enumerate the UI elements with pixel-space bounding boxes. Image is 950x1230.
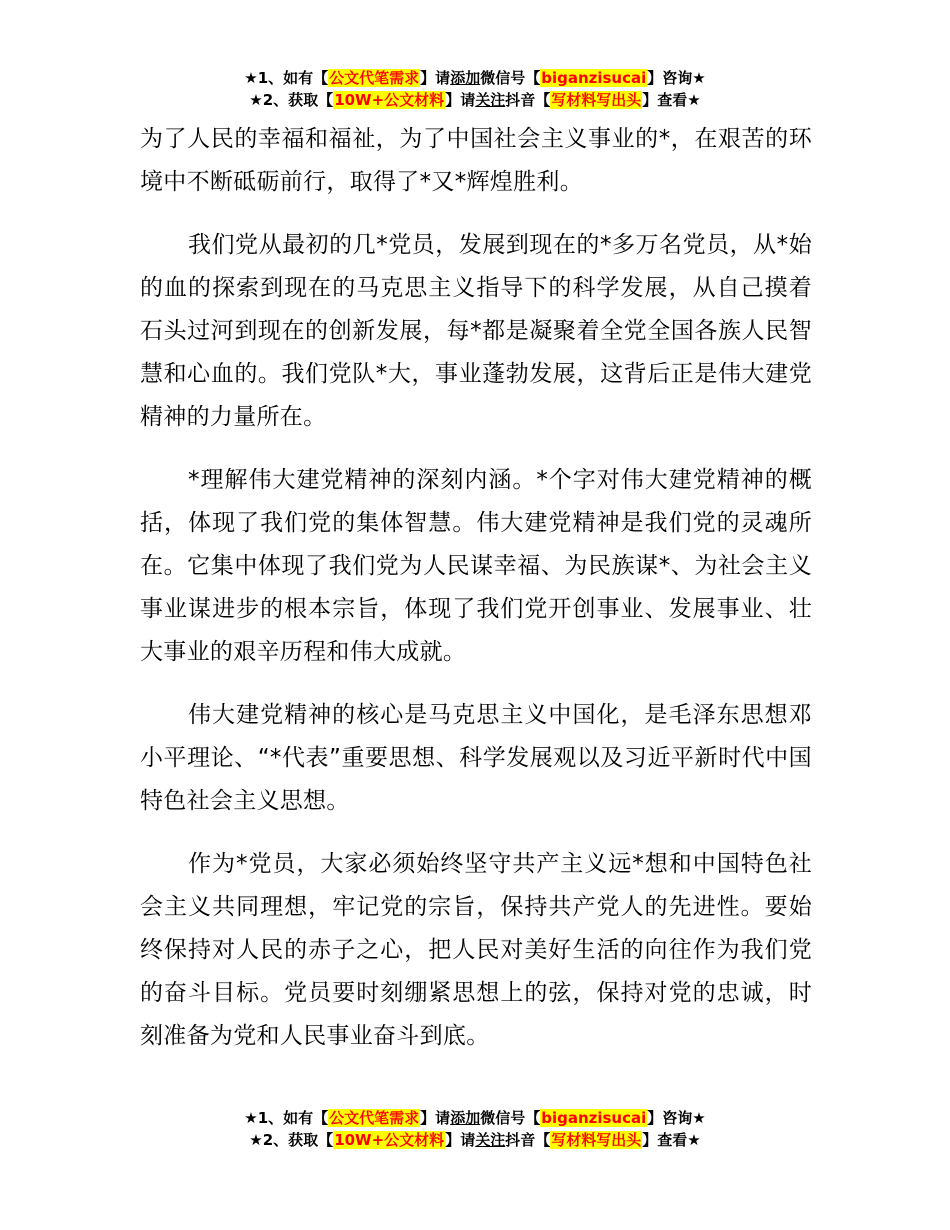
banner-text: 】请 — [420, 69, 451, 87]
banner-line-2 — [0, 89, 950, 111]
banner-highlight: 10W+公文材料 — [334, 1131, 445, 1149]
banner-highlight: biganzisucai — [541, 69, 647, 87]
banner-text: 】咨询★ — [647, 69, 706, 87]
banner-text: ★2、获取【 — [249, 1131, 334, 1149]
document-body — [140, 118, 812, 1078]
banner-text: 】请 — [445, 91, 476, 109]
paragraph: 伟大建党精神的核心是马克思主义中国化，是毛泽东思想邓小平理论、“*代表”重要思想、科学发展观以及习近平新时代中国特色社会主义思想。 — [140, 702, 812, 814]
paragraph: 我们党从最初的几*党员，发展到现在的*多万名党员，从*始的血的探索到现在的马克思主义指导下的科学发展，从自己摸着石头过河到现在的创新发展，每*都是凝聚着全党全国各族人民智慧和心血的。我们党队*大，事业蓬勃发展，这背后正是伟大建党精神的力量所在。 — [140, 232, 812, 430]
banner-line-1 — [0, 1107, 950, 1129]
banner-text: 】查看★ — [642, 91, 701, 109]
banner-line-1 — [0, 67, 950, 89]
banner-highlight: biganzisucai — [541, 1109, 647, 1127]
banner-text: ★2、获取【 — [249, 91, 334, 109]
banner-text: 】请 — [445, 1131, 476, 1149]
banner-text: 】请 — [420, 1109, 451, 1127]
banner-text: ★1、如有【 — [244, 1109, 329, 1127]
banner-text: 抖音【 — [505, 91, 551, 109]
banner-text: 】咨询★ — [647, 1109, 706, 1127]
banner-line-2 — [0, 1129, 950, 1151]
paragraph: *理解伟大建党精神的深刻内涵。*个字对伟大建党精神的概括，体现了我们党的集体智慧。伟大建党精神是我们党的灵魂所在。它集中体现了我们党为人民谋幸福、为民族谋*、为社会主义事业谋进步的根本宗旨，体现了我们党开创事业、发展事业、壮大事业的艰辛历程和伟大成就。 — [140, 467, 812, 665]
banner-underlined-text: 添加 — [450, 69, 481, 87]
header-banner — [0, 67, 950, 111]
banner-text: 】查看★ — [642, 1131, 701, 1149]
banner-underlined-text: 关注 — [475, 91, 506, 109]
banner-highlight: 公文代笔需求 — [329, 69, 420, 87]
banner-text: ★1、如有【 — [244, 69, 329, 87]
footer-banner — [0, 1107, 950, 1151]
banner-highlight: 公文代笔需求 — [329, 1109, 420, 1127]
banner-highlight: 写材料写出头 — [551, 91, 642, 109]
paragraph: 作为*党员，大家必须始终坚守共产主义远*想和中国特色社会主义共同理想，牢记党的宗旨，保持共产党人的先进性。要始终保持对人民的赤子之心，把人民对美好生活的向往作为我们党的奋斗目标。党员要时刻绷紧思想上的弦，保持对党的忠诚，时刻准备为党和人民事业奋斗到底。 — [140, 851, 812, 1049]
banner-text: 微信号【 — [480, 69, 541, 87]
paragraph: 为了人民的幸福和福祉，为了中国社会主义事业的*，在艰苦的环境中不断砥砺前行，取得了*又*辉煌胜利。 — [140, 126, 812, 195]
banner-highlight: 10W+公文材料 — [334, 91, 445, 109]
banner-underlined-text: 关注 — [475, 1131, 506, 1149]
banner-text: 微信号【 — [480, 1109, 541, 1127]
banner-highlight: 写材料写出头 — [551, 1131, 642, 1149]
banner-text: 抖音【 — [505, 1131, 551, 1149]
banner-underlined-text: 添加 — [450, 1109, 481, 1127]
